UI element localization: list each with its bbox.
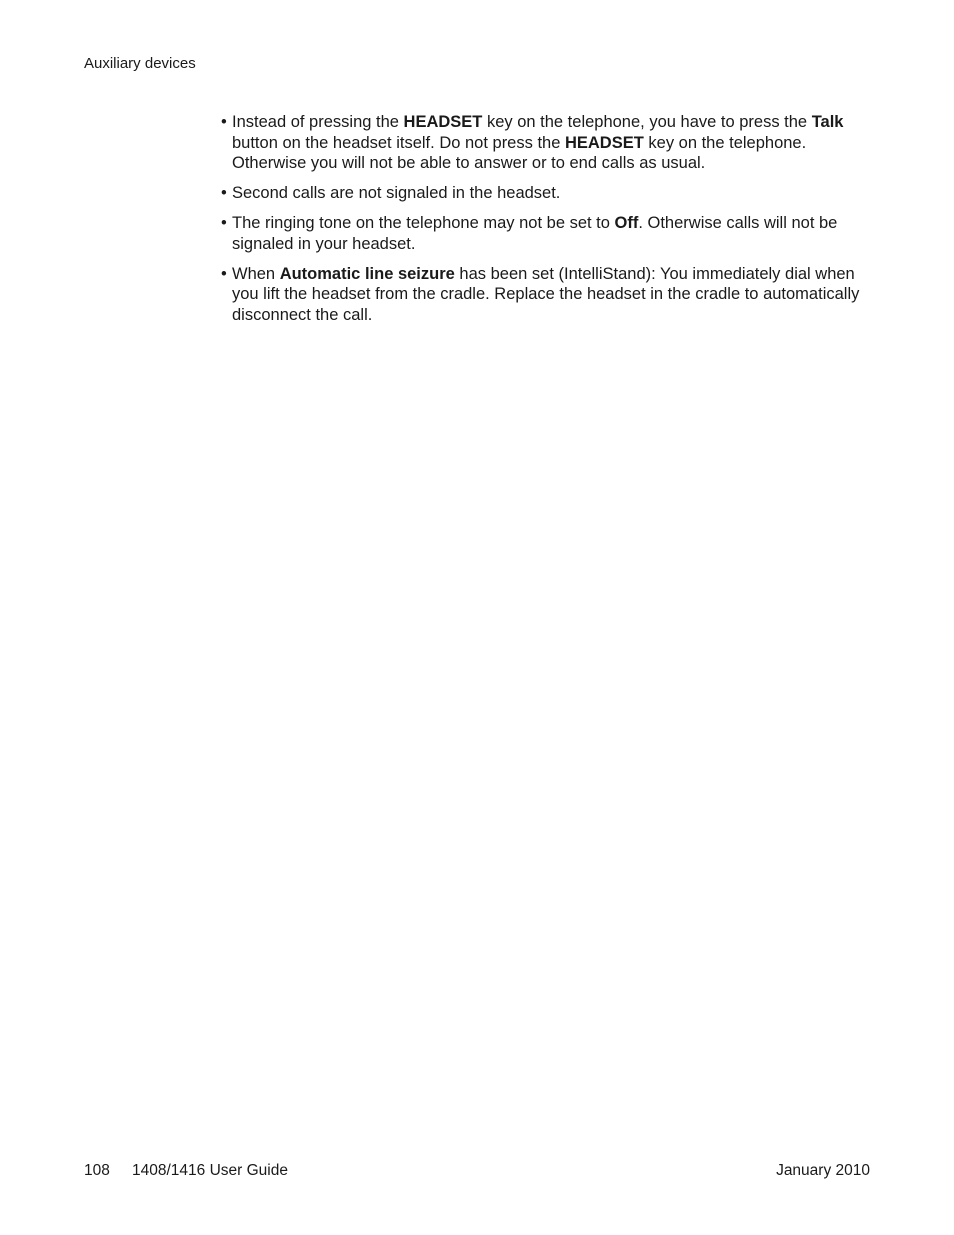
bullet-mark: • xyxy=(221,184,227,202)
bullet-list xyxy=(221,112,881,335)
bullet-bold-text: Off xyxy=(614,214,639,232)
running-header: Auxiliary devices xyxy=(84,55,196,72)
bullet-ringing-tone xyxy=(221,213,881,254)
document-title: 1408/1416 User Guide xyxy=(132,1162,288,1179)
bullet-text: button on the headset itself. Do not press the xyxy=(232,133,565,152)
bullet-mark: • xyxy=(221,264,227,283)
bullet-text: key on the telephone. Otherwise you will not be able to answer or to end calls as usual. xyxy=(232,133,807,172)
bullet-text: When xyxy=(232,264,280,283)
bullet-text: has been set (IntelliStand): You immediately dial when you lift the headset from the cradle. Replace the headset in the cradle to automatically disconnect the call. xyxy=(232,264,860,324)
bullet-bold-text: HEADSET xyxy=(403,113,483,131)
bullet-bold-text: Automatic line seizure xyxy=(279,264,455,283)
bullet-bold-text: Talk xyxy=(811,113,844,131)
publication-date: January 2010 xyxy=(776,1162,870,1179)
bullet-bold-text: HEADSET xyxy=(564,133,644,152)
bullet-mark: • xyxy=(221,214,227,232)
page-number: 108 xyxy=(84,1162,110,1179)
bullet-text: key on the telephone, you have to press the xyxy=(482,113,812,131)
bullet-second-calls xyxy=(221,183,881,204)
bullet-headset-talk xyxy=(221,112,881,174)
bullet-text: Second calls are not signaled in the headset. xyxy=(232,184,561,202)
bullet-mark: • xyxy=(221,113,227,131)
bullet-text: The ringing tone on the telephone may not be set to xyxy=(232,214,615,232)
bullet-text: Instead of pressing the xyxy=(232,113,404,131)
bullet-automatic-line-seizure xyxy=(221,264,881,326)
bullet-text: . Otherwise calls will not be signaled in your headset. xyxy=(232,214,838,253)
